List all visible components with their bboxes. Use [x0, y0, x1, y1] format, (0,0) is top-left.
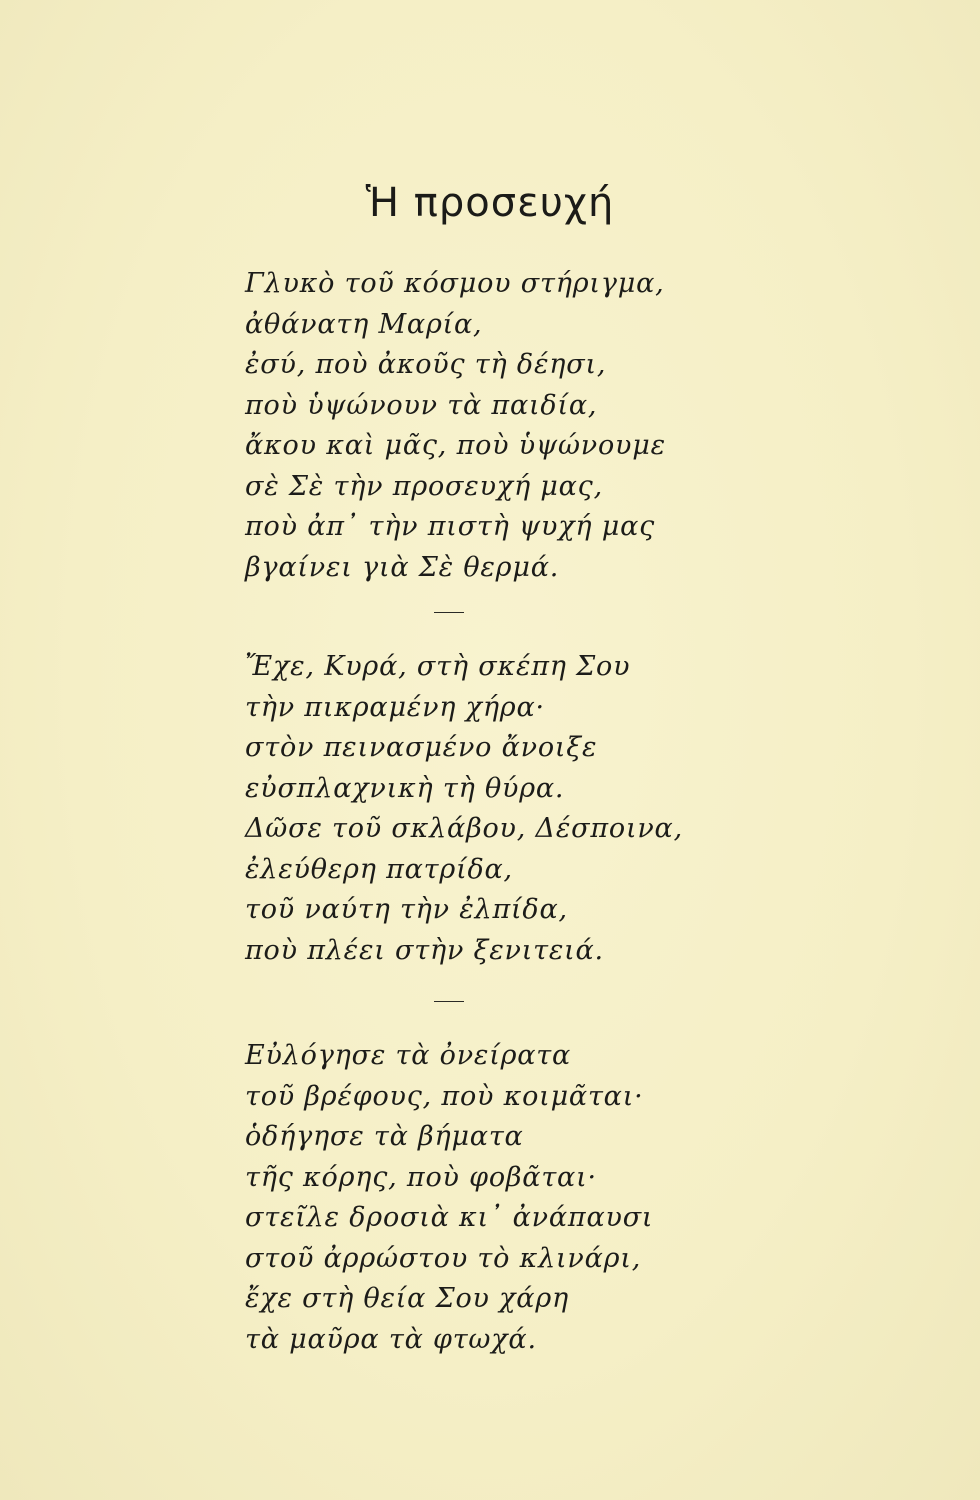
stanza-3	[245, 1036, 653, 1360]
poem-line: ὁδήγησε τὰ βήματα	[245, 1121, 524, 1152]
poem-title: Ἡ προσευχή	[365, 180, 615, 226]
poem-line: σὲ Σὲ τὴν προσευχή μας,	[245, 470, 603, 502]
poem-line: ἔχε στὴ θεία Σου χάρη	[245, 1283, 569, 1314]
poem-line: ἐλεύθερη πατρίδα,	[245, 853, 513, 885]
poem-line: ἀθάνατη Μαρία,	[245, 308, 483, 340]
poem-line: Γλυκὸ τοῦ κόσμου στήριγμα,	[245, 268, 665, 299]
stanza-divider	[434, 612, 464, 613]
poem-line: ποὺ ἀπ᾽ τὴν πιστὴ ψυχή μας	[245, 511, 656, 542]
poem-line: εὐσπλαχνικὴ τὴ θύρα.	[245, 772, 565, 804]
poem-line: βγαίνει γιὰ Σὲ θερμά.	[245, 551, 560, 583]
poem-line: ποὺ πλέει στὴν ξενιτειά.	[245, 934, 604, 966]
poem-line: τοῦ ναύτη τὴν ἐλπίδα,	[245, 894, 568, 925]
poem-line: στὸν πεινασμένο ἄνοιξε	[245, 732, 598, 763]
poem-line: τὴν πικραμένη χήρα·	[245, 691, 545, 723]
poem-line: Δῶσε τοῦ σκλάβου, Δέσποινα,	[245, 813, 683, 844]
stanza-divider	[434, 1001, 464, 1002]
stanza-2	[245, 647, 683, 971]
poem-line: τὰ μαῦρα τὰ φτωχά.	[245, 1323, 537, 1355]
stanza-1	[245, 264, 666, 588]
poem-line: τῆς κόρης, ποὺ φοβᾶται·	[245, 1161, 597, 1193]
poem-line: ἐσύ, ποὺ ἀκοῦς τὴ δέησι,	[245, 349, 607, 380]
poem-line: τοῦ βρέφους, ποὺ κοιμᾶται·	[245, 1080, 644, 1112]
poem-line: στοῦ ἀρρώστου τὸ κλινάρι,	[245, 1242, 642, 1274]
poem-line: Εὐλόγησε τὰ ὀνείρατα	[245, 1040, 572, 1071]
poem-line: ἄκου καὶ μᾶς, ποὺ ὑψώνουμε	[245, 430, 666, 461]
poem-line: Ἔχε, Κυρά, στὴ σκέπη Σου	[245, 651, 631, 682]
poem-line: στεῖλε δροσιὰ κι᾽ ἀνάπαυσι	[245, 1202, 654, 1233]
poem-line: ποὺ ὑψώνουν τὰ παιδία,	[245, 389, 598, 421]
